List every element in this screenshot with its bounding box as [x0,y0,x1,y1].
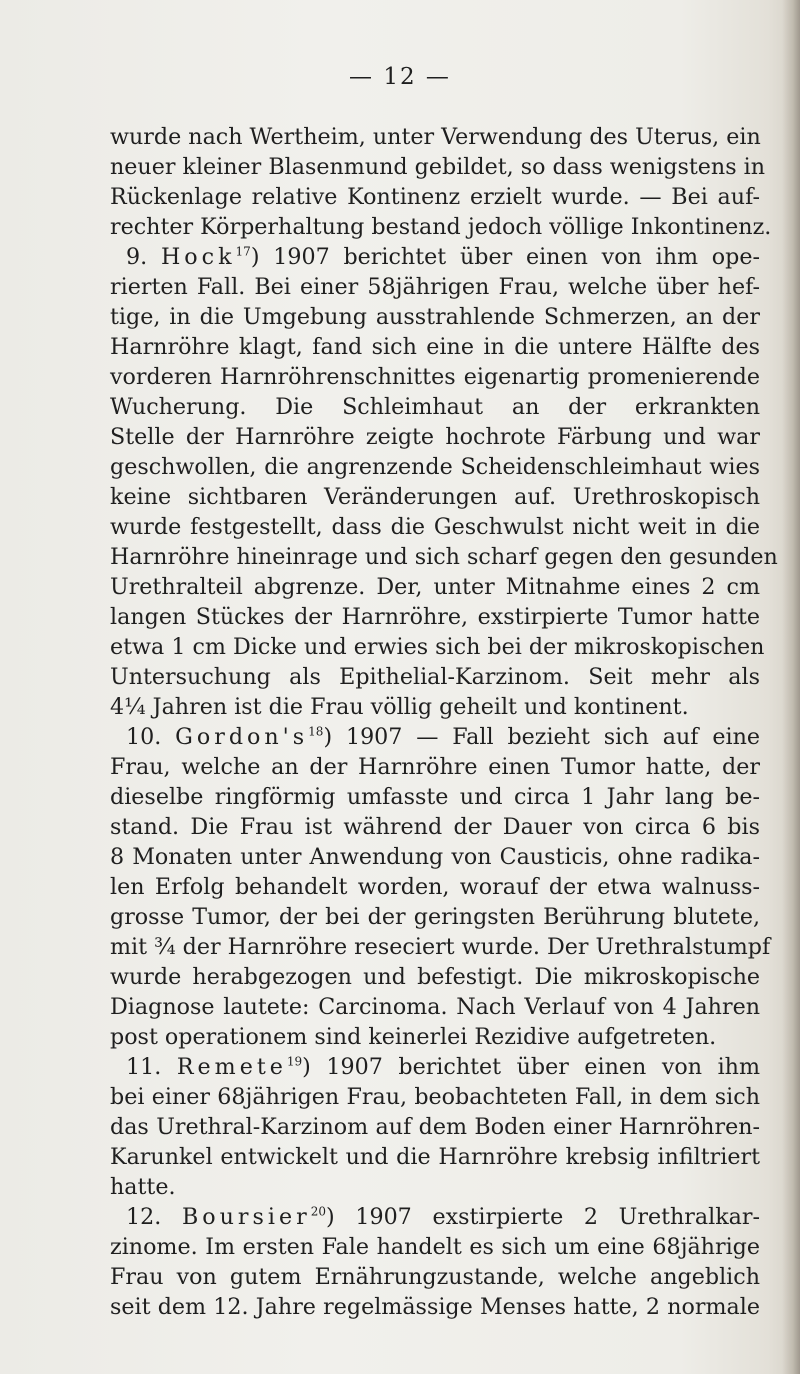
text-line [110,1202,760,1232]
text-line [110,242,760,272]
text-line: 4¼ Jahren ist die Frau völlig geheilt und kontinent. [110,694,689,720]
text-line: keine sichtbaren Veränderungen auf. Urethroskopisch [110,484,760,510]
page-number: — 12 — [349,64,451,90]
entry-number: 12. [126,1204,182,1230]
text-line: langen Stückes der Harnröhre, exstirpierte Tumor hatte [110,604,760,630]
text-line: stand. Die Frau ist während der Dauer von circa 6 bis [110,814,760,840]
text-line: Wucherung. Die Schleimhaut an der erkrankten [110,394,760,420]
text-line: seit dem 12. Jahre regelmässige Menses hatte, 2 normale [110,1294,760,1320]
entry-text: ) 1907 — Fall bezieht sich auf eine [323,724,760,750]
entry-text: ) 1907 berichtet über einen von ihm ope- [250,244,760,270]
text-line: wurde nach Wertheim, unter Verwendung des Uterus, ein [110,124,761,150]
text-line: wurde festgestellt, dass die Geschwulst nicht weit in die [110,514,760,540]
entry-number: 9. [126,244,161,270]
text-line: wurde herabgezogen und befestigt. Die mikroskopische [110,964,760,990]
text-line: Harnröhre hineinrage und sich scharf gegen den gesunden [110,544,778,570]
text-line: dieselbe ringförmig umfasste und circa 1 Jahr lang be- [110,784,760,810]
text-line: Stelle der Harnröhre zeigte hochrote Färbung und war [110,424,760,450]
text-line: Frau, welche an der Harnröhre einen Tumor hatte, der [110,754,760,780]
text-line [110,722,760,752]
text-line: Urethralteil abgrenze. Der, unter Mitnahme eines 2 cm [110,574,760,600]
text-line: hatte. [110,1174,176,1200]
text-line: tige, in die Umgebung ausstrahlende Schmerzen, an der [110,304,760,330]
text-line: zinome. Im ersten Fale handelt es sich um eine 68jährige [110,1234,760,1260]
author-name: Boursier [181,1204,311,1230]
text-line: bei einer 68jährigen Frau, beobachteten Fall, in dem sich [110,1084,760,1110]
reference-superscript: 20 [310,1204,327,1219]
text-line: rierten Fall. Bei einer 58jährigen Frau, welche über hef- [110,274,760,300]
text-line: geschwollen, die angrenzende Scheidenschleimhaut wies [110,454,760,480]
text-line [110,1052,760,1082]
text-line: das Urethral-Karzinom auf dem Boden einer Harnröhren- [110,1114,760,1140]
reference-superscript: 17 [235,244,251,259]
reference-superscript: 19 [286,1054,303,1069]
text-line: Frau von gutem Ernährungzustande, welche angeblich [110,1264,760,1290]
author-name: Gordon's [175,724,309,750]
text-line: len Erfolg behandelt worden, worauf der etwa walnuss- [110,874,760,900]
text-line: 8 Monaten unter Anwendung von Causticis, ohne radika- [110,844,760,870]
text-line: Diagnose lautete: Carcinoma. Nach Verlauf von 4 Jahren [110,994,760,1020]
text-line: Harnröhre klagt, fand sich eine in die untere Hälfte des [110,334,760,360]
text-line: Untersuchung als Epithelial-Karzinom. Seit mehr als [110,664,760,690]
text-line: post operationem sind keinerlei Rezidive aufgetreten. [110,1024,717,1050]
page-edge-shadow [782,0,800,1374]
reference-superscript: 18 [308,724,324,739]
entry-text: ) 1907 berichtet über einen von ihm [302,1054,760,1080]
text-line: grosse Tumor, der bei der geringsten Berührung blutete, [110,904,760,930]
text-line: Karunkel entwickelt und die Harnröhre krebsig infiltriert [110,1144,760,1170]
entry-number: 11. [126,1054,177,1080]
text-line: mit ¾ der Harnröhre reseciert wurde. Der Urethralstumpf [110,934,771,960]
text-line: neuer kleiner Blasenmund gebildet, so dass wenigstens in [110,154,766,180]
text-line: rechter Körperhaltung bestand jedoch völlige Inkontinenz. [110,214,772,240]
author-name: Hock [160,244,236,270]
author-name: Remete [176,1054,287,1080]
text-line: etwa 1 cm Dicke und erwies sich bei der mikroskopischen [110,634,765,660]
body-text [110,122,778,1322]
text-line: vorderen Harnröhrenschnittes eigenartig promenierende [110,364,760,390]
entry-text: ) 1907 exstirpierte 2 Urethralkar- [326,1204,760,1230]
text-line: Rückenlage relative Kontinenz erzielt wurde. — Bei auf- [110,184,760,210]
entry-number: 10. [126,724,176,750]
